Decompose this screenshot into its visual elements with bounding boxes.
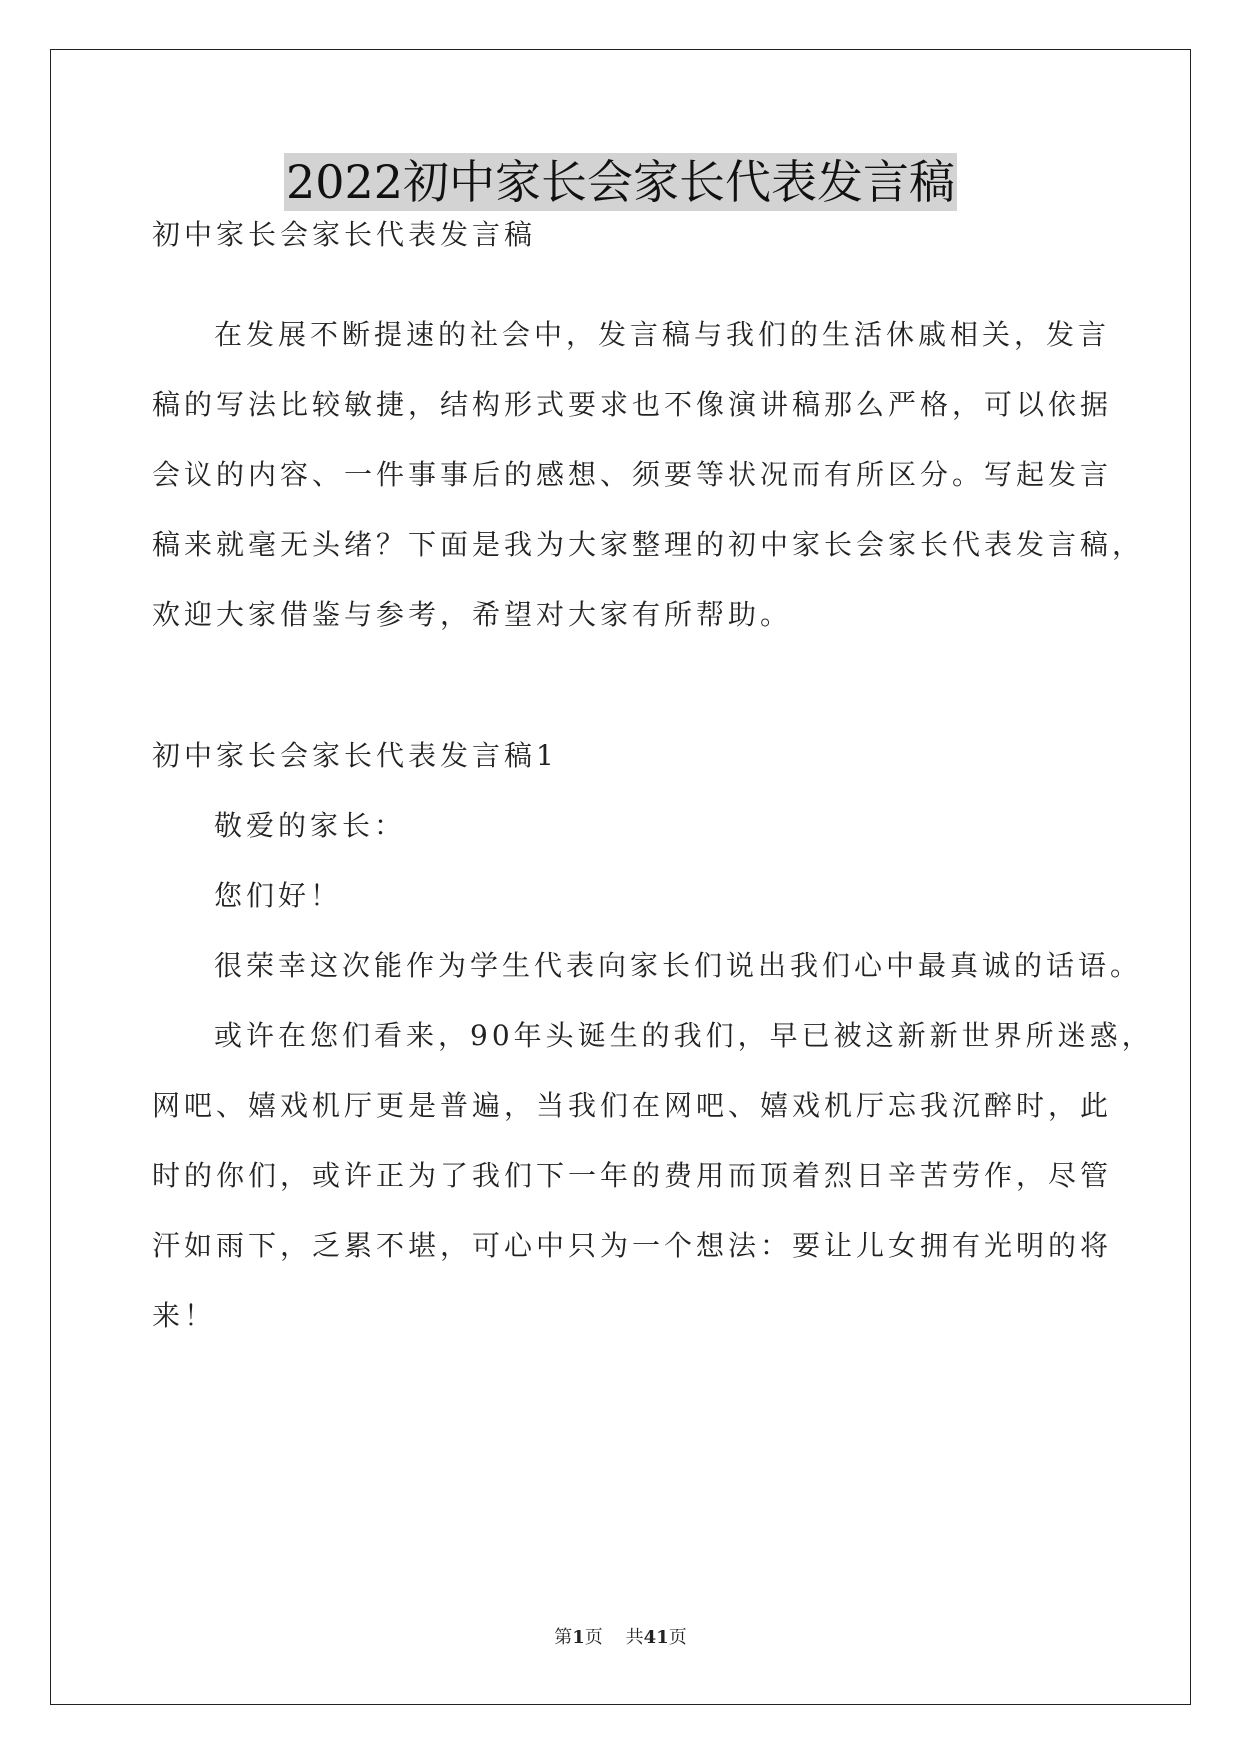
paragraph-line: 或许在您们看来，90年头诞生的我们，早已被这新新世界所迷惑， [214,1019,1154,1052]
greeting-line: 您们好！ [214,879,343,912]
paragraph-line: 稿的写法比较敏捷，结构形式要求也不像演讲稿那么严格，可以依据 [152,388,1113,421]
paragraph-line: 网吧、嬉戏机厅更是普遍，当我们在网吧、嬉戏机厅忘我沉醉时，此 [152,1089,1113,1122]
total-suffix: 页 [668,1627,687,1648]
page-footer [0,1626,1241,1650]
title-container [0,153,1241,211]
page-prefix: 第 [554,1627,573,1648]
page-suffix: 页 [584,1627,603,1648]
paragraph-line: 会议的内容、一件事事后的感想、须要等状况而有所区分。写起发言 [152,458,1113,491]
paragraph-line: 在发展不断提速的社会中，发言稿与我们的生活休戚相关，发言 [214,318,1111,351]
paragraph-line: 欢迎大家借鉴与参考，希望对大家有所帮助。 [152,598,793,631]
paragraph-line: 汗如雨下，乏累不堪，可心中只为一个想法：要让儿女拥有光明的将 [152,1229,1113,1262]
document-title: 2022初中家长会家长代表发言稿 [285,155,956,209]
paragraph-line: 时的你们，或许正为了我们下一年的费用而顶着烈日辛苦劳作，尽管 [152,1159,1113,1192]
paragraph-line: 来！ [152,1299,217,1332]
total-pages: 41 [643,1627,669,1648]
total-prefix: 共 [625,1627,644,1648]
salutation-line: 敬爱的家长： [214,809,407,842]
paragraph-line: 稿来就毫无头绪？下面是我为大家整理的初中家长会家长代表发言稿， [152,528,1145,561]
page-border [50,49,1191,1705]
page-number: 1 [572,1627,585,1648]
section-heading: 初中家长会家长代表发言稿1 [152,739,558,772]
subtitle-line: 初中家长会家长代表发言稿 [152,218,537,251]
paragraph-line: 很荣幸这次能作为学生代表向家长们说出我们心中最真诚的话语。 [214,949,1143,982]
